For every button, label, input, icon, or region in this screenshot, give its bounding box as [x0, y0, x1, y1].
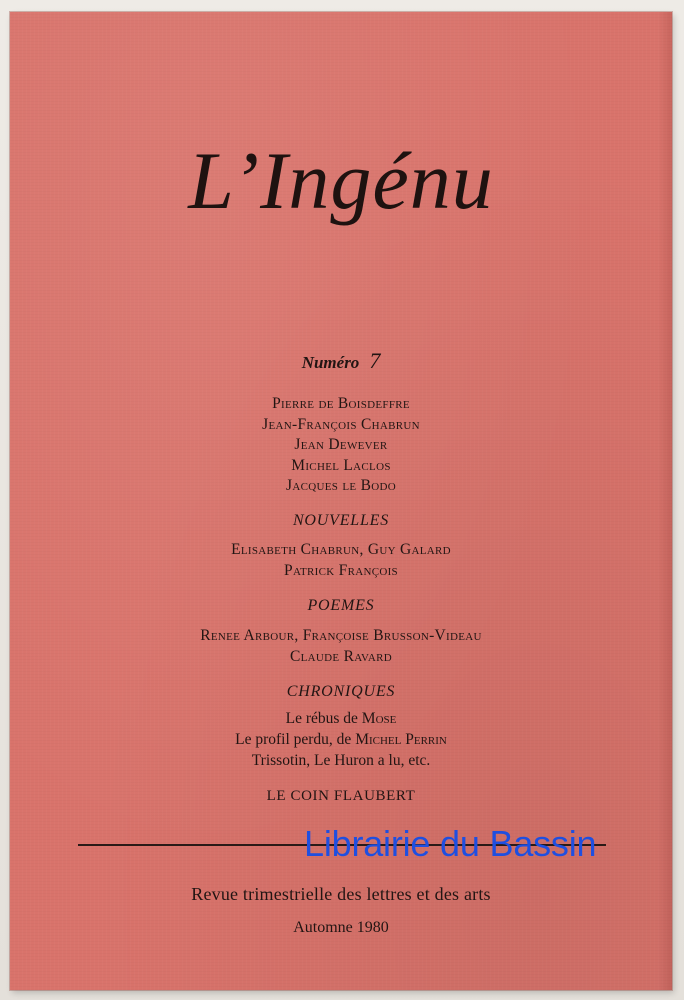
feature-title: LE COIN FLAUBERT	[266, 788, 416, 804]
chronique-text: Trissotin, Le Huron a lu, etc.	[251, 752, 431, 769]
contributor-line: Claude Ravard	[290, 647, 392, 665]
chronique-line	[10, 708, 672, 729]
magazine-title: L’Ingénu	[188, 135, 494, 226]
author-name: Jean Dewever	[294, 436, 388, 453]
section-heading-nouvelles: NOUVELLES	[292, 512, 390, 529]
chronique-author: Michel Perrin	[355, 731, 447, 748]
magazine-tagline: Revue trimestrielle des lettres et des arts	[191, 884, 491, 904]
author-name: Michel Laclos	[291, 456, 391, 474]
authors-list	[10, 394, 672, 497]
chronique-line	[10, 729, 672, 750]
contributor-line: Patrick François	[284, 561, 398, 579]
chronique-line	[10, 750, 672, 771]
issue-heading	[10, 348, 672, 374]
chronique-author: Mose	[361, 710, 397, 727]
section-heading-chroniques: CHRONIQUES	[286, 683, 396, 700]
contributor-line: Elisabeth Chabrun, Guy Galard	[231, 541, 451, 558]
chroniques-list	[10, 708, 672, 771]
chronique-text: Le rébus de	[285, 710, 358, 727]
issue-season: Automne 1980	[293, 919, 389, 936]
issue-number: 7	[369, 348, 381, 373]
section-heading-poemes: POEMES	[307, 597, 375, 614]
issue-label: Numéro	[301, 353, 360, 372]
contributor-line: Renee Arbour, Françoise Brusson-Videau	[200, 627, 482, 644]
author-name: Jean-François Chabrun	[262, 415, 420, 433]
author-name: Pierre de Boisdeffre	[272, 395, 410, 412]
chronique-text: Le profil perdu, de	[235, 731, 352, 748]
poemes-list	[10, 626, 672, 667]
seller-watermark: Librairie du Bassin	[304, 823, 597, 864]
author-name: Jacques le Bodo	[286, 477, 396, 494]
nouvelles-list	[10, 540, 672, 581]
